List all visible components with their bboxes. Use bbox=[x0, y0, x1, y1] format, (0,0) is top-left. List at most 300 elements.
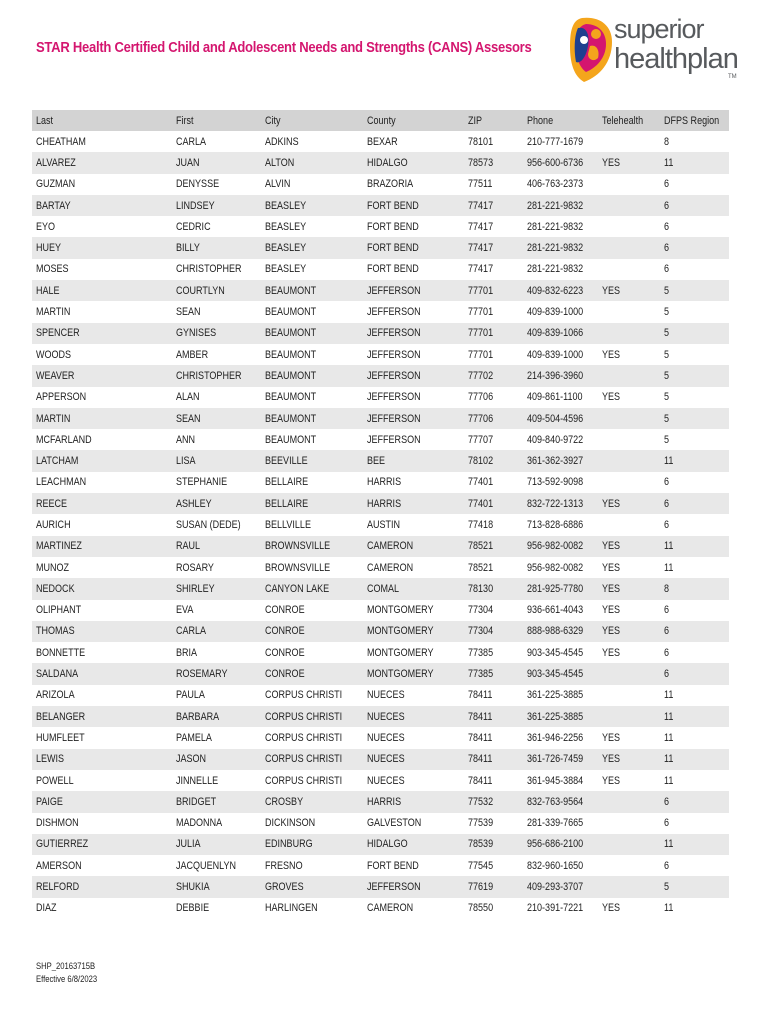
cell-phone bbox=[523, 813, 598, 834]
cell-value: BELANGER bbox=[36, 710, 86, 723]
cell-value: 5 bbox=[664, 348, 670, 361]
cell-value: PAULA bbox=[176, 689, 205, 702]
cell-value: BARBARA bbox=[176, 710, 220, 723]
table-row bbox=[32, 791, 729, 812]
cell-value: LISA bbox=[176, 455, 196, 468]
cell-value: HARRIS bbox=[367, 497, 402, 510]
cell-value: BEAUMONT bbox=[265, 327, 317, 340]
cell-value: YES bbox=[602, 625, 621, 638]
cell-zip bbox=[464, 898, 523, 919]
cell-last bbox=[32, 536, 172, 557]
cell-value: CAMERON bbox=[367, 561, 414, 574]
cell-value: 11 bbox=[664, 540, 674, 553]
cell-first bbox=[172, 493, 261, 514]
cell-telehealth bbox=[598, 663, 660, 684]
cell-telehealth bbox=[598, 493, 660, 514]
cell-telehealth bbox=[598, 344, 660, 365]
cell-value: HUEY bbox=[36, 242, 62, 255]
table-body bbox=[32, 131, 729, 919]
cell-city bbox=[261, 791, 363, 812]
cell-value: 77707 bbox=[468, 433, 494, 446]
cell-county bbox=[363, 323, 464, 344]
cell-value: 6 bbox=[664, 178, 670, 191]
cell-last bbox=[32, 259, 172, 280]
cell-first bbox=[172, 323, 261, 344]
cell-value: MUNOZ bbox=[36, 561, 70, 574]
cell-county bbox=[363, 174, 464, 195]
cell-value: 6 bbox=[664, 795, 670, 808]
cell-value: 78521 bbox=[468, 540, 494, 553]
cell-first bbox=[172, 514, 261, 535]
cell-value: CAMERON bbox=[367, 540, 414, 553]
cell-value: NUECES bbox=[367, 731, 405, 744]
cell-value: 77545 bbox=[468, 859, 494, 872]
cell-dfps-region bbox=[660, 237, 729, 258]
cell-value: AMBER bbox=[176, 348, 209, 361]
cell-value: BEAUMONT bbox=[265, 284, 317, 297]
cell-dfps-region bbox=[660, 770, 729, 791]
cell-zip bbox=[464, 514, 523, 535]
cell-value: JACQUENLYN bbox=[176, 859, 236, 872]
column-header-label: First bbox=[176, 114, 194, 127]
cell-value: ARIZOLA bbox=[36, 689, 75, 702]
cell-value: YES bbox=[602, 284, 621, 297]
table-row bbox=[32, 876, 729, 897]
cell-telehealth bbox=[598, 259, 660, 280]
cell-phone bbox=[523, 536, 598, 557]
table-row bbox=[32, 621, 729, 642]
cell-first bbox=[172, 834, 261, 855]
cell-value: 77619 bbox=[468, 881, 494, 894]
cell-dfps-region bbox=[660, 536, 729, 557]
cell-value: ANN bbox=[176, 433, 196, 446]
table-row bbox=[32, 536, 729, 557]
cell-value: NUECES bbox=[367, 774, 405, 787]
cell-value: HIDALGO bbox=[367, 838, 408, 851]
cell-value: BEEVILLE bbox=[265, 455, 308, 468]
cell-value: 78101 bbox=[468, 135, 494, 148]
cell-value: GUZMAN bbox=[36, 178, 76, 191]
cell-last bbox=[32, 514, 172, 535]
cell-zip bbox=[464, 600, 523, 621]
cell-county bbox=[363, 259, 464, 280]
table-row bbox=[32, 600, 729, 621]
cell-value: NUECES bbox=[367, 710, 405, 723]
cell-city bbox=[261, 876, 363, 897]
cell-phone bbox=[523, 365, 598, 386]
cell-value: MONTGOMERY bbox=[367, 646, 434, 659]
document-footer bbox=[36, 960, 108, 986]
cell-value: 5 bbox=[664, 306, 670, 319]
cell-first bbox=[172, 685, 261, 706]
cell-value: POWELL bbox=[36, 774, 74, 787]
cell-telehealth bbox=[598, 429, 660, 450]
cell-first bbox=[172, 429, 261, 450]
cell-value: JINNELLE bbox=[176, 774, 219, 787]
table-row bbox=[32, 344, 729, 365]
cell-value: BEXAR bbox=[367, 135, 398, 148]
cell-phone bbox=[523, 706, 598, 727]
cell-dfps-region bbox=[660, 408, 729, 429]
cell-value: SALDANA bbox=[36, 668, 79, 681]
cell-value: YES bbox=[602, 753, 621, 766]
cell-value: GUTIERREZ bbox=[36, 838, 89, 851]
cell-zip bbox=[464, 855, 523, 876]
column-header-label: Phone bbox=[527, 114, 554, 127]
cell-value: MONTGOMERY bbox=[367, 668, 434, 681]
cell-county bbox=[363, 600, 464, 621]
cell-first bbox=[172, 450, 261, 471]
cell-first bbox=[172, 621, 261, 642]
cell-value: JUAN bbox=[176, 156, 200, 169]
cell-value: OLIPHANT bbox=[36, 604, 82, 617]
cell-value: JASON bbox=[176, 753, 207, 766]
cell-value: JEFFERSON bbox=[367, 881, 421, 894]
cell-value: 956-686-2100 bbox=[527, 838, 584, 851]
cell-county bbox=[363, 791, 464, 812]
cell-city bbox=[261, 323, 363, 344]
cell-phone bbox=[523, 472, 598, 493]
cell-value: 78411 bbox=[468, 753, 493, 766]
cell-telehealth bbox=[598, 706, 660, 727]
cell-value: 78102 bbox=[468, 455, 494, 468]
cell-value: EDINBURG bbox=[265, 838, 313, 851]
cell-value: MONTGOMERY bbox=[367, 625, 434, 638]
cell-county bbox=[363, 216, 464, 237]
cell-value: ROSEMARY bbox=[176, 668, 228, 681]
cell-value: 8 bbox=[664, 135, 670, 148]
cell-value: CONROE bbox=[265, 668, 305, 681]
cell-value: BEASLEY bbox=[265, 263, 307, 276]
cell-value: CONROE bbox=[265, 646, 305, 659]
cell-value: 281-221-9832 bbox=[527, 199, 584, 212]
cell-first bbox=[172, 642, 261, 663]
cell-phone bbox=[523, 791, 598, 812]
cell-dfps-region bbox=[660, 663, 729, 684]
cell-dfps-region bbox=[660, 813, 729, 834]
cell-phone bbox=[523, 429, 598, 450]
cell-value: THOMAS bbox=[36, 625, 75, 638]
cell-county bbox=[363, 706, 464, 727]
cell-county bbox=[363, 344, 464, 365]
column-header-first bbox=[172, 110, 261, 131]
cell-value: 409-839-1066 bbox=[527, 327, 584, 340]
cell-value: 281-221-9832 bbox=[527, 242, 584, 255]
superior-healthplan-logo bbox=[568, 16, 743, 86]
cell-value: ROSARY bbox=[176, 561, 214, 574]
cell-first bbox=[172, 727, 261, 748]
cell-first bbox=[172, 578, 261, 599]
cell-value: MCFARLAND bbox=[36, 433, 92, 446]
cell-value: YES bbox=[602, 604, 621, 617]
cell-value: CORPUS CHRISTI bbox=[265, 731, 343, 744]
cell-dfps-region bbox=[660, 600, 729, 621]
cell-first bbox=[172, 365, 261, 386]
cell-value: DICKINSON bbox=[265, 817, 316, 830]
cell-dfps-region bbox=[660, 323, 729, 344]
cell-value: AMERSON bbox=[36, 859, 82, 872]
cell-county bbox=[363, 770, 464, 791]
cell-value: DISHMON bbox=[36, 817, 79, 830]
cell-value: 77304 bbox=[468, 604, 494, 617]
cell-value: MARTIN bbox=[36, 412, 71, 425]
column-header-county bbox=[363, 110, 464, 131]
cell-county bbox=[363, 749, 464, 770]
cell-value: MADONNA bbox=[176, 817, 223, 830]
cell-value: DIAZ bbox=[36, 902, 57, 915]
cell-city bbox=[261, 365, 363, 386]
cell-value: JEFFERSON bbox=[367, 306, 421, 319]
cell-county bbox=[363, 557, 464, 578]
cell-value: 5 bbox=[664, 327, 670, 340]
cell-last bbox=[32, 685, 172, 706]
cell-value: HARRIS bbox=[367, 795, 402, 808]
cell-value: 888-988-6329 bbox=[527, 625, 584, 638]
cell-first bbox=[172, 536, 261, 557]
cell-value: DEBBIE bbox=[176, 902, 210, 915]
cell-value: 5 bbox=[664, 284, 670, 297]
page-title: STAR Health Certified Child and Adolescent Needs and Strengths (CANS) Assesors bbox=[36, 40, 532, 56]
cell-value: 6 bbox=[664, 625, 670, 638]
cell-telehealth bbox=[598, 365, 660, 386]
table-row bbox=[32, 749, 729, 770]
cell-value: CONROE bbox=[265, 604, 305, 617]
column-header-label: County bbox=[367, 114, 396, 127]
cell-city bbox=[261, 450, 363, 471]
cell-last bbox=[32, 557, 172, 578]
cell-dfps-region bbox=[660, 791, 729, 812]
cell-phone bbox=[523, 578, 598, 599]
cell-value: AURICH bbox=[36, 518, 71, 531]
cell-city bbox=[261, 259, 363, 280]
cell-value: 11 bbox=[664, 753, 674, 766]
cell-zip bbox=[464, 237, 523, 258]
cell-first bbox=[172, 301, 261, 322]
cell-value: YES bbox=[602, 156, 621, 169]
cell-value: 77532 bbox=[468, 795, 494, 808]
cell-value: SHIRLEY bbox=[176, 582, 215, 595]
cell-county bbox=[363, 536, 464, 557]
cell-value: 956-982-0082 bbox=[527, 540, 584, 553]
cell-value: COMAL bbox=[367, 582, 400, 595]
cell-value: 409-832-6223 bbox=[527, 284, 584, 297]
cell-value: YES bbox=[602, 902, 621, 915]
cell-value: 5 bbox=[664, 881, 670, 894]
cell-value: 77701 bbox=[468, 306, 494, 319]
table-row bbox=[32, 472, 729, 493]
cell-value: 956-982-0082 bbox=[527, 561, 584, 574]
cell-value: WEAVER bbox=[36, 369, 75, 382]
cell-last bbox=[32, 387, 172, 408]
cell-first bbox=[172, 663, 261, 684]
cell-value: CROSBY bbox=[265, 795, 304, 808]
cell-value: FORT BEND bbox=[367, 220, 419, 233]
cell-phone bbox=[523, 450, 598, 471]
cell-value: NUECES bbox=[367, 689, 405, 702]
table-row bbox=[32, 301, 729, 322]
cell-value: SPENCER bbox=[36, 327, 80, 340]
cell-value: LATCHAM bbox=[36, 455, 79, 468]
cell-value: MARTINEZ bbox=[36, 540, 82, 553]
cell-last bbox=[32, 876, 172, 897]
cell-value: 77701 bbox=[468, 348, 494, 361]
cell-first bbox=[172, 472, 261, 493]
cell-phone bbox=[523, 280, 598, 301]
cell-zip bbox=[464, 408, 523, 429]
cell-city bbox=[261, 237, 363, 258]
cell-value: JEFFERSON bbox=[367, 369, 421, 382]
cell-value: BEASLEY bbox=[265, 199, 307, 212]
cell-value: YES bbox=[602, 391, 621, 404]
cell-county bbox=[363, 727, 464, 748]
cell-value: 5 bbox=[664, 391, 670, 404]
cell-value: 5 bbox=[664, 433, 670, 446]
cell-first bbox=[172, 557, 261, 578]
cell-value: BEE bbox=[367, 455, 386, 468]
cell-last bbox=[32, 706, 172, 727]
cell-city bbox=[261, 216, 363, 237]
cell-value: JULIA bbox=[176, 838, 201, 851]
cell-telehealth bbox=[598, 770, 660, 791]
cell-value: GYNISES bbox=[176, 327, 217, 340]
cell-last bbox=[32, 429, 172, 450]
cell-zip bbox=[464, 387, 523, 408]
cell-telehealth bbox=[598, 727, 660, 748]
cell-telehealth bbox=[598, 834, 660, 855]
cell-value: 6 bbox=[664, 604, 670, 617]
table-row bbox=[32, 770, 729, 791]
column-header-city bbox=[261, 110, 363, 131]
cell-phone bbox=[523, 387, 598, 408]
cell-value: 409-293-3707 bbox=[527, 881, 584, 894]
cell-county bbox=[363, 876, 464, 897]
cell-phone bbox=[523, 557, 598, 578]
cell-telehealth bbox=[598, 557, 660, 578]
cell-first bbox=[172, 131, 261, 152]
cell-telehealth bbox=[598, 152, 660, 173]
cell-value: BONNETTE bbox=[36, 646, 86, 659]
cell-city bbox=[261, 280, 363, 301]
cell-zip bbox=[464, 365, 523, 386]
cell-county bbox=[363, 898, 464, 919]
cell-value: FORT BEND bbox=[367, 199, 419, 212]
cell-value: 8 bbox=[664, 582, 670, 595]
cell-dfps-region bbox=[660, 876, 729, 897]
cell-city bbox=[261, 685, 363, 706]
cell-value: 832-763-9564 bbox=[527, 795, 584, 808]
cell-value: CAMERON bbox=[367, 902, 414, 915]
document-code: SHP_20163715B bbox=[36, 961, 96, 971]
cell-last bbox=[32, 642, 172, 663]
cell-value: 281-339-7665 bbox=[527, 817, 584, 830]
cell-zip bbox=[464, 450, 523, 471]
cell-phone bbox=[523, 237, 598, 258]
cell-value: 78411 bbox=[468, 774, 493, 787]
cell-value: BEAUMONT bbox=[265, 348, 317, 361]
cell-value: 11 bbox=[664, 838, 674, 851]
cell-last bbox=[32, 749, 172, 770]
cell-zip bbox=[464, 876, 523, 897]
cell-county bbox=[363, 663, 464, 684]
cell-value: 78411 bbox=[468, 689, 493, 702]
cell-county bbox=[363, 621, 464, 642]
cell-value: CORPUS CHRISTI bbox=[265, 689, 343, 702]
cell-telehealth bbox=[598, 301, 660, 322]
cell-county bbox=[363, 131, 464, 152]
cell-value: LEACHMAN bbox=[36, 476, 87, 489]
cell-value: BARTAY bbox=[36, 199, 71, 212]
cell-zip bbox=[464, 685, 523, 706]
column-header-dfps-region bbox=[660, 110, 729, 131]
cell-first bbox=[172, 876, 261, 897]
cell-first bbox=[172, 344, 261, 365]
cell-zip bbox=[464, 706, 523, 727]
cell-city bbox=[261, 855, 363, 876]
table-row bbox=[32, 813, 729, 834]
cell-zip bbox=[464, 749, 523, 770]
table-row bbox=[32, 323, 729, 344]
cell-last bbox=[32, 663, 172, 684]
cell-value: CARLA bbox=[176, 625, 207, 638]
cell-value: HIDALGO bbox=[367, 156, 408, 169]
cell-first bbox=[172, 600, 261, 621]
cell-telehealth bbox=[598, 323, 660, 344]
cell-value: 78573 bbox=[468, 156, 494, 169]
cell-phone bbox=[523, 259, 598, 280]
cell-first bbox=[172, 813, 261, 834]
cell-zip bbox=[464, 301, 523, 322]
cell-value: 78411 bbox=[468, 710, 493, 723]
table-row bbox=[32, 216, 729, 237]
cell-dfps-region bbox=[660, 898, 729, 919]
cell-value: BEAUMONT bbox=[265, 391, 317, 404]
cell-city bbox=[261, 749, 363, 770]
table-row bbox=[32, 727, 729, 748]
table-row bbox=[32, 578, 729, 599]
cans-assessors-table bbox=[32, 110, 729, 919]
cell-value: ALTON bbox=[265, 156, 295, 169]
cell-zip bbox=[464, 663, 523, 684]
cell-value: YES bbox=[602, 731, 621, 744]
cell-value: 361-225-3885 bbox=[527, 689, 584, 702]
cell-dfps-region bbox=[660, 749, 729, 770]
cell-value: 11 bbox=[664, 710, 674, 723]
cell-telehealth bbox=[598, 408, 660, 429]
cell-first bbox=[172, 706, 261, 727]
cell-value: BEAUMONT bbox=[265, 306, 317, 319]
cell-value: 210-777-1679 bbox=[527, 135, 584, 148]
cell-value: 409-861-1100 bbox=[527, 391, 583, 404]
cell-phone bbox=[523, 152, 598, 173]
cell-last bbox=[32, 323, 172, 344]
cell-city bbox=[261, 493, 363, 514]
cell-dfps-region bbox=[660, 195, 729, 216]
cell-zip bbox=[464, 813, 523, 834]
cell-value: BEASLEY bbox=[265, 220, 307, 233]
cell-last bbox=[32, 152, 172, 173]
cell-city bbox=[261, 514, 363, 535]
cell-value: LEWIS bbox=[36, 753, 65, 766]
cell-zip bbox=[464, 770, 523, 791]
cell-last bbox=[32, 472, 172, 493]
cell-last bbox=[32, 727, 172, 748]
table-row bbox=[32, 429, 729, 450]
cell-zip bbox=[464, 259, 523, 280]
cell-phone bbox=[523, 174, 598, 195]
cell-county bbox=[363, 578, 464, 599]
cell-value: 11 bbox=[664, 902, 674, 915]
cell-first bbox=[172, 237, 261, 258]
